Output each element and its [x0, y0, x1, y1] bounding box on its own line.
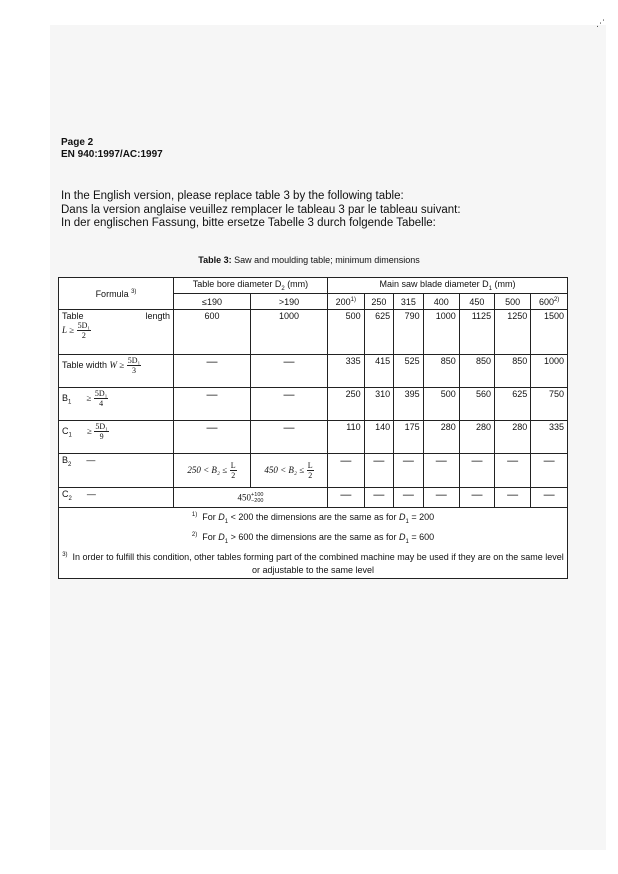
- table-cell: —: [174, 421, 251, 454]
- main-saw-header: Main saw blade diameter $D_1$ (mm): [328, 278, 568, 294]
- table-cell: —: [174, 388, 251, 421]
- table-cell: 1000: [251, 310, 328, 355]
- table-row: [59, 355, 568, 388]
- table-row: [59, 310, 568, 355]
- table-cell: 1250: [495, 310, 531, 355]
- table-cell: 850: [423, 355, 459, 388]
- footnote-1: $^{1)}$ For $D_1 < 200$ the dimensions are the same as for $D_1 = 200$: [191, 512, 435, 525]
- footnote-3: $^{3)}$ In order to fulfill this condition, other tables forming part of the combined machine may be used if they are on the same level or adjustable to the same level: [62, 551, 564, 575]
- table-cell: 310: [364, 388, 393, 421]
- table-cell: 450 < B₂ ≤ $\frac{L}{2}$: [251, 454, 328, 488]
- row-label: $C_1$ ≥ $\frac{\text{5D₁}}{9}$: [59, 421, 174, 454]
- row-label: Table width W ≥ $\frac{\text{5D₁}}{3}$: [59, 355, 174, 388]
- table-cell: —: [394, 488, 423, 508]
- row-label: $B_1$ ≥ $\frac{\text{5D₁}}{4}$: [59, 388, 174, 421]
- table-cell: 395: [394, 388, 423, 421]
- table-cell: —: [531, 454, 568, 488]
- table-cell: —: [174, 355, 251, 388]
- table-cell: 500: [423, 388, 459, 421]
- row-label: $B_2$ —: [59, 454, 174, 488]
- table-cell: 140: [364, 421, 393, 454]
- footnotes-row: [59, 508, 568, 579]
- table-cell: —: [495, 454, 531, 488]
- table-cell: —: [423, 454, 459, 488]
- table-cell: 525: [394, 355, 423, 388]
- table-cell: 850: [495, 355, 531, 388]
- table-cell: —: [251, 388, 328, 421]
- table-cell: 335: [328, 355, 365, 388]
- table-row: [59, 388, 568, 421]
- table-cell: 850: [459, 355, 494, 388]
- table-cell: 625: [495, 388, 531, 421]
- table-cell: —: [459, 488, 494, 508]
- table-cell: 560: [459, 388, 494, 421]
- table-row: [59, 454, 568, 488]
- table-title-label: Table 3:: [198, 255, 232, 265]
- intro-text: [61, 190, 461, 231]
- row-label: $C_2$ —: [59, 488, 174, 508]
- diameter-col: 315: [394, 294, 423, 310]
- table-cell: 415: [364, 355, 393, 388]
- table-title: [0, 255, 618, 265]
- formula-header: Formula $^{3)}$: [59, 278, 174, 310]
- diameter-col: 500: [495, 294, 531, 310]
- dimensions-table: [58, 277, 568, 579]
- table-cell: 280: [459, 421, 494, 454]
- doc-ref: EN 940:1997/AC:1997: [61, 149, 163, 160]
- table-cell: 280: [495, 421, 531, 454]
- table-cell: —: [531, 488, 568, 508]
- bore-col: ≤190: [174, 294, 251, 310]
- header-row-1: [59, 278, 568, 294]
- table-cell: —: [364, 454, 393, 488]
- diameter-col: 600$^{2)}$: [531, 294, 568, 310]
- table-cell: —: [394, 454, 423, 488]
- table-row: [59, 488, 568, 508]
- diameter-col: 450: [459, 294, 494, 310]
- page-label: Page 2: [61, 137, 94, 148]
- table-cell: —: [328, 488, 365, 508]
- table-cell: 1000: [423, 310, 459, 355]
- table-cell: 625: [364, 310, 393, 355]
- table-cell: 1125: [459, 310, 494, 355]
- table-cell: —: [251, 355, 328, 388]
- intro-en: In the English version, please replace table 3 by the following table:: [61, 190, 404, 202]
- table-row: [59, 421, 568, 454]
- footnote-2: $^{2)}$ For $D_1 > 600$ the dimensions are the same as for $D_1 = 600$: [191, 531, 435, 545]
- table-cell: 600: [174, 310, 251, 355]
- diameter-col: 200$^{1)}$: [328, 294, 365, 310]
- intro-de: In der englischen Fassung, bitte ersetze Tabelle 3 durch folgende Tabelle:: [61, 217, 436, 229]
- footnotes: [59, 508, 568, 579]
- table-cell: 750: [531, 388, 568, 421]
- diameter-col: 250: [364, 294, 393, 310]
- table-cell: 280: [423, 421, 459, 454]
- intro-fr: Dans la version anglaise veuillez remplacer le tableau 3 par le tableau suivant:: [61, 203, 461, 216]
- table-cell: —: [364, 488, 393, 508]
- table-cell: 335: [531, 421, 568, 454]
- row-label: Table length L ≥ $\frac{\text{5D₁}}{2}$: [59, 310, 174, 355]
- diameter-col: 400: [423, 294, 459, 310]
- table-cell: 790: [394, 310, 423, 355]
- table-cell: —: [495, 488, 531, 508]
- table-cell: 1500: [531, 310, 568, 355]
- page-header: [61, 137, 163, 161]
- table-cell: 250 < B₂ ≤ $\frac{L}{2}$: [174, 454, 251, 488]
- table-cell: 450 +100 −200: [174, 488, 328, 508]
- table-cell: —: [459, 454, 494, 488]
- table-cell: 500: [328, 310, 365, 355]
- bore-header: Table bore diameter $D_2$ (mm): [174, 278, 328, 294]
- table-cell: 175: [394, 421, 423, 454]
- table-cell: 1000: [531, 355, 568, 388]
- scan-mark: ⋰: [596, 18, 605, 28]
- table-cell: —: [251, 421, 328, 454]
- table-cell: —: [328, 454, 365, 488]
- bore-col: >190: [251, 294, 328, 310]
- table-title-text: Saw and moulding table; minimum dimensions: [231, 255, 420, 265]
- table-cell: 250: [328, 388, 365, 421]
- table-cell: —: [423, 488, 459, 508]
- table-cell: 110: [328, 421, 365, 454]
